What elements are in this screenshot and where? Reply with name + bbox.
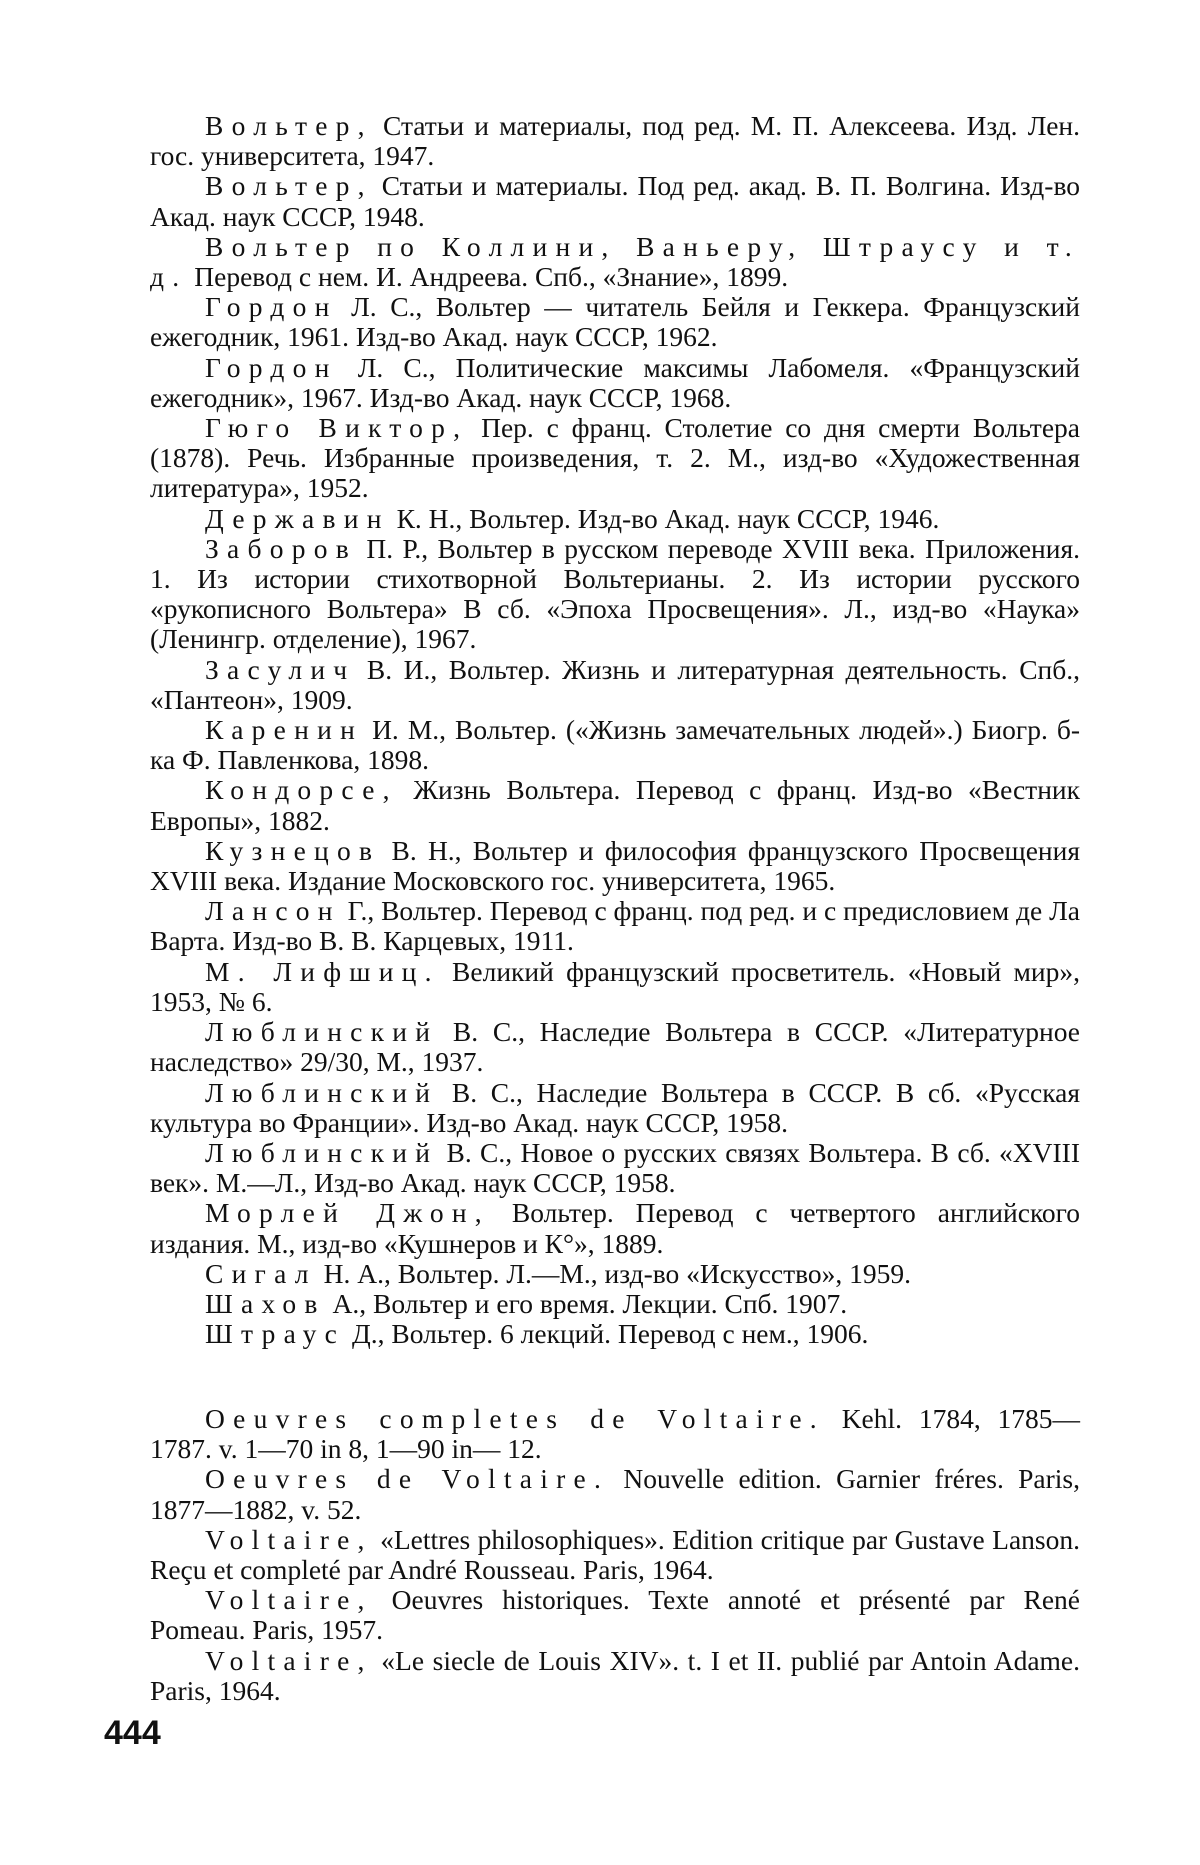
entry-author: Кузнецов — [205, 834, 381, 866]
entry-author: Заборов — [205, 532, 357, 564]
entry-text: Kehl. 1784, 1785—1787. v. 1—70 in 8, 1—90 in— 12. — [150, 1403, 1080, 1465]
bibliography-entry — [150, 504, 1080, 534]
entry-author: Voltaire, — [205, 1523, 373, 1555]
bibliography-entry — [150, 1404, 1080, 1464]
entry-author: Люблинский — [205, 1076, 439, 1108]
entry-text: «Le siecle de Louis XIV». t. I et II. publié par Antoin Adame. Paris, 1964. — [150, 1644, 1080, 1706]
entry-text: Статьи и материалы. Под ред. акад. В. П. Волгина. Изд-во Акад. наук СССР, 1948. — [150, 170, 1080, 232]
entry-author: Штраус — [205, 1318, 346, 1350]
entry-author: Voltaire, — [205, 1644, 373, 1676]
bibliography-entry — [150, 1259, 1080, 1289]
entry-author: Каренин — [205, 714, 364, 746]
bibliography-entry — [150, 655, 1080, 715]
entry-text: «Lettres philosophiques». Edition critique par Gustave Lanson. Reçu et completé par André Rousseau. Paris, 1964. — [150, 1523, 1080, 1586]
entry-text: Жизнь Вольтера. Перевод с франц. Изд-во «Вестник Европы», 1882. — [150, 774, 1080, 836]
entry-author: Люблинский — [205, 1016, 439, 1048]
entry-text: Перевод с нем. И. Андреева. Спб., «Знание», 1899. — [187, 261, 789, 293]
entry-author: Voltaire, — [205, 1584, 373, 1616]
entry-text: И. М., Вольтер. («Жизнь замечательных людей».) Биогр. б-ка Ф. Павленкова, 1898. — [150, 714, 1080, 776]
entry-text: Л. С., Политические максимы Лабомеля. «Французский ежегодник», 1967. Изд-во Акад. наук СССР, 1968. — [150, 351, 1080, 413]
entry-text: Великий французский просветитель. «Новый мир», 1953, № 6. — [150, 955, 1081, 1017]
bibliography-entry — [150, 1585, 1080, 1645]
bibliography-entry — [150, 232, 1080, 292]
entry-author: Засулич — [205, 653, 356, 685]
bibliography-entry — [150, 1464, 1080, 1524]
entry-text: К. Н., Вольтер. Изд-во Акад. наук СССР, 1946. — [389, 502, 940, 534]
bibliography-entry — [150, 171, 1080, 231]
bibliography-entry — [150, 957, 1080, 1017]
entry-text: В. С., Новое о русских связях Вольтера. В сб. «XVIII век». М.—Л., Изд-во Акад. наук СССР, 1958. — [150, 1136, 1080, 1199]
bibliography-entry — [150, 534, 1080, 655]
bibliography-entry — [150, 1198, 1080, 1258]
bibliography-french — [150, 1404, 1080, 1706]
bibliography-entry — [150, 1017, 1080, 1077]
bibliography-entry — [150, 896, 1080, 956]
bibliography-entry — [150, 292, 1080, 352]
bibliography-entry — [150, 1319, 1080, 1349]
entry-text: Д., Вольтер. 6 лекций. Перевод с нем., 1906. — [345, 1318, 869, 1350]
bibliography-entry — [150, 1646, 1080, 1706]
entry-text: В. С., Наследие Вольтера в СССР. В сб. «Русская культура во Франции». Изд-во Акад. наук СССР, 1958. — [150, 1076, 1080, 1138]
entry-author: М. Лифшиц. — [205, 955, 440, 987]
entry-text: В. С., Наследие Вольтера в СССР. «Литературное наследство» 29/30, М., 1937. — [150, 1016, 1080, 1078]
entry-text: В. Н., Вольтер и философия французского Просвещения XVIII века. Издание Московского гос. университета, 1965. — [150, 834, 1080, 897]
entry-text: В. И., Вольтер. Жизнь и литературная деятельность. Спб., «Пантеон», 1909. — [150, 653, 1080, 715]
bibliography-entry — [150, 111, 1080, 171]
bibliography-russian — [150, 111, 1080, 1349]
bibliography-entry — [150, 1525, 1080, 1585]
entry-text: Вольтер. Перевод с четвертого английского издания. М., изд-во «Кушнеров и К°», 1889. — [150, 1197, 1080, 1259]
bibliography-entry — [150, 715, 1080, 775]
entry-author: Oeuvres completes de Voltaire. — [205, 1403, 825, 1434]
entry-author: Гюго Виктор, — [205, 412, 469, 444]
entry-author: Лансон — [205, 895, 341, 927]
bibliography-entry — [150, 1078, 1080, 1138]
entry-text: Л. С., Вольтер — читатель Бейля и Геккера. Французский ежегодник, 1961. Изд-во Акад. наук СССР, 1962. — [150, 291, 1080, 353]
bibliography-entry — [150, 836, 1080, 896]
entry-author: Oeuvres de Voltaire. — [205, 1463, 610, 1495]
entry-author: Кондорсе, — [205, 774, 398, 806]
entry-author: Люблинский — [205, 1136, 439, 1168]
entry-author: Вольтер, — [205, 110, 373, 141]
entry-text: Nouvelle edition. Garnier fréres. Paris, 1877—1882, v. 52. — [150, 1463, 1080, 1525]
entry-text: Oeuvres historiques. Texte annoté et présenté par René Pomeau. Paris, 1957. — [150, 1584, 1080, 1646]
entry-author: Державин — [205, 502, 390, 534]
entry-text: Пер. с франц. Столетие со дня смерти Вольтера (1878). Речь. Избранные произведения, т. 2. М., изд-во «Художественная литература», 1952. — [150, 412, 1080, 504]
entry-author: Гордон — [205, 291, 338, 323]
bibliography-entry — [150, 1138, 1080, 1198]
entry-text: Статьи и материалы, под ред. М. П. Алексеева. Изд. Лен. гос. университета, 1947. — [150, 110, 1080, 172]
entry-text: П. Р., Вольтер в русском переводе XVIII века. Приложения. 1. Из истории стихотворной Вольтерианы. 2. Из истории русского «рукописного Вольтера» В сб. «Эпоха Просвещения». Л., изд-во «Наука» (Ленингр. отделение), 1967. — [150, 532, 1080, 655]
bibliography-entry — [150, 353, 1080, 413]
bibliography-entry — [150, 1289, 1080, 1319]
page-number: 444 — [104, 1714, 161, 1752]
bibliography-entry — [150, 775, 1080, 835]
entry-author: Гордон — [205, 351, 338, 383]
entry-text: Н. А., Вольтер. Л.—М., изд-во «Искусство», 1959. — [316, 1257, 912, 1289]
entry-text: Г., Вольтер. Перевод с франц. под ред. и с предисловием де Ла Варта. Изд-во В. В. Карцевых, 1911. — [150, 895, 1080, 957]
entry-text: А., Вольтер и его время. Лекции. Спб. 1907. — [325, 1287, 848, 1319]
entry-author: Морлей Джон, — [205, 1197, 490, 1229]
entry-author: Сигал — [205, 1257, 317, 1289]
bibliography-entry — [150, 413, 1080, 504]
entry-author: Вольтер по Коллини, Ваньеру, Штраусу и т. д. — [150, 230, 1080, 293]
entry-author: Вольтер, — [205, 170, 373, 202]
entry-author: Шахов — [205, 1287, 326, 1319]
